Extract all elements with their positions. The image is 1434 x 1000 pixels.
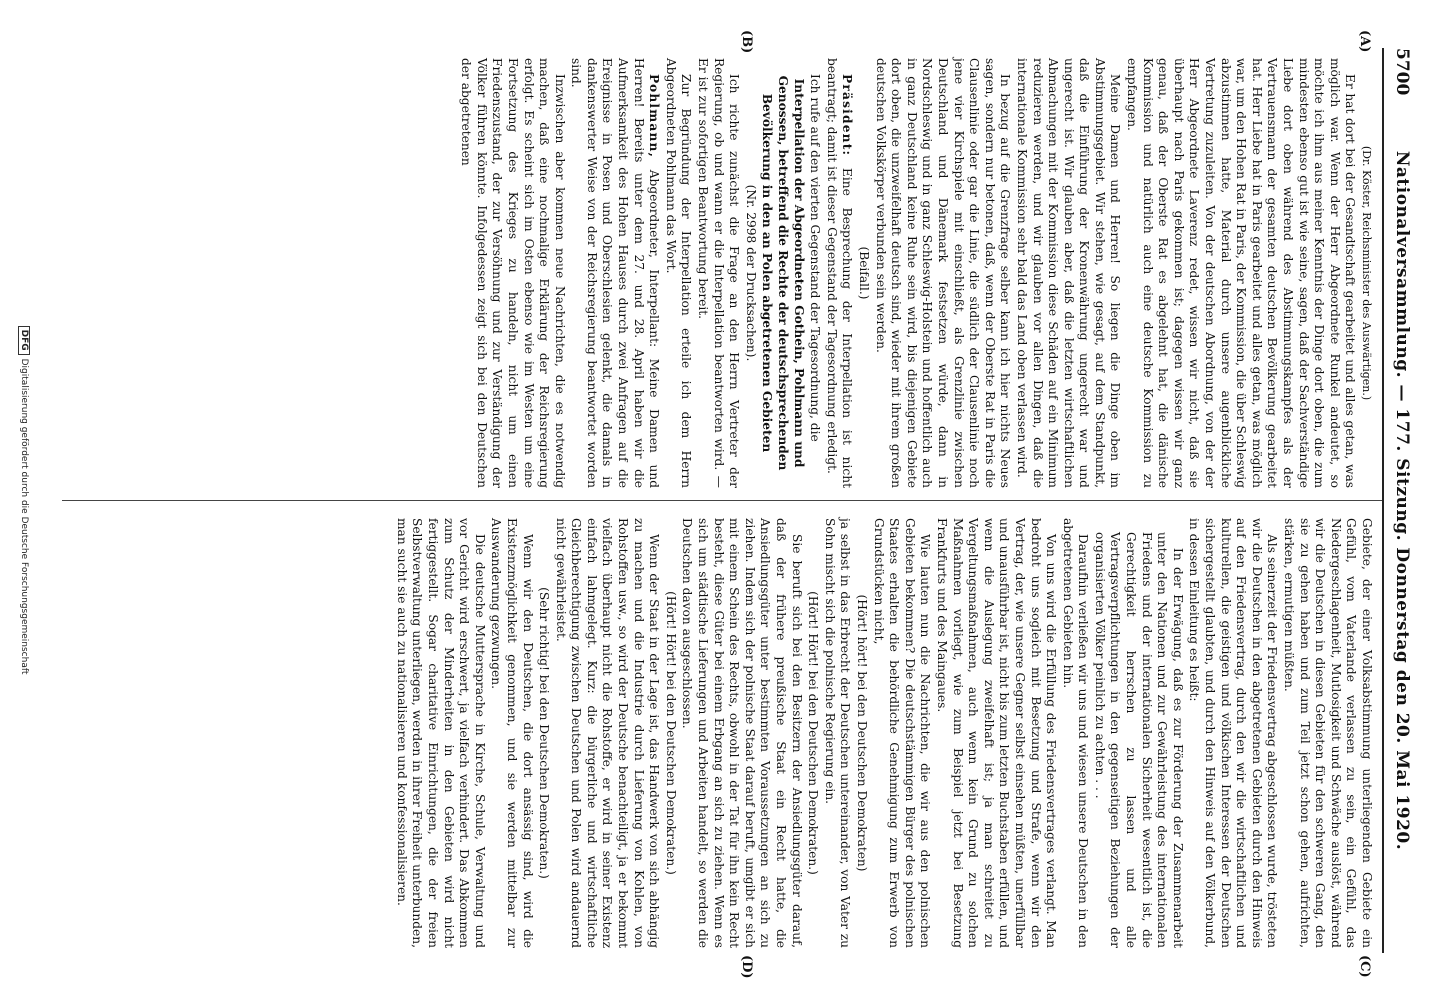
president-paragraph [823, 58, 854, 488]
margin-letter-d: (D) [739, 955, 754, 979]
interjection: (Hört! hört! bei den Deutschen Demokraten) [855, 594, 869, 872]
paragraph: Als seinerzeit der Friedensvertrag abgeschlossen wurde, trösteten wir die Deutschen in den abgetretenen Gebieten durch den Hinweis auf den Friedensvertrag, durch den wir die wirtschaftlichen und kulturellen, die geistigen und völkischen Interessen der Deutschen sichergestellt glaubten, und durch den Hinweis auf den Völkerbund, in dessen Einleitung es heißt: [1187, 518, 1280, 948]
president-name: Präsident: [840, 74, 855, 157]
speaker-name: Pohlmann, [647, 74, 662, 159]
page-header [1386, 48, 1416, 953]
paragraph: Meine Damen und Herren! So liegen die Dinge oben im Abstimmungsgebiet. Wir stehen, wie gesagt, auf dem Standpunkt, daß die Einführung der Kronenwährung ungerecht war und ungerecht ist. Wir glauben aber, daß die letzten wirtschaftlichen Abmachungen mit der Kommission diese Schäden auf ein Minimum reduzieren werden, und wir glauben vor allen Dingen, daß die internationale Kommission sehr bald das Land oben verlassen wird. [1014, 58, 1123, 488]
paragraph: Daraufhin verließen wir uns und wiesen unsere Deutschen in den abgetretenen Gebieten hin. [1060, 518, 1091, 948]
paragraph: Inzwischen aber kommen neue Nachrichten, die es notwendig machen, daß eine nochmalige Erklärung der Reichsregierung erfolgt. Es scheint sich im Osten ebenso wie im Westen um eine Fortsetzung des Krieges zu handeln, nicht um einen Friedenszustand, der zur Versöhnung und zur Verständigung der Völker führen könnte. Infolgedessen zeigt sich bei den Deutschen der abgetretenen [459, 58, 567, 488]
paragraph: In bezug auf die Grenzfrage selber kann ich hier nichts Neues sagen, sondern nur betonen, daß, wenn der Oberste Rat in Paris die Clausenlinie oder gar die Linie, die südlich der Clausenlinie noch jene vier Kirchspiele mit einschließt, als Grenzlinie zwischen Deutschland und Dänemark festsetzen würde, dann in Nordschleswig und in ganz Schleswig-Holstein und hoffentlich auch in ganz Deutschland keine Ruhe sein wird, bis diejenigen Gebiete dort oben, die unzweifelhaft deutsch sind, wieder mit ihrem großen deutschen Volkskörper verbunden sein werden. [873, 58, 1013, 488]
interjection: (Hört! Hört! bei den Deutschen Demokraten.) [806, 591, 821, 875]
quote-paragraph: In der Erwägung, daß es zur Förderung der Zusammenarbeit unter den Nationen und zur Gewährleistung des internationalen Friedens und der internationalen Sicherheit wesentlich ist, die Gerechtigkeit herrschen zu lassen und alle Vertragsverpflichtungen in den gegenseitigen Beziehungen der organisierten Völker peinlich zu achten . . . [1092, 532, 1185, 948]
interjection: (Sehr richtig! bei den Deutschen Demokraten.) [537, 587, 552, 879]
paragraph: ja selbst in das Erbrecht der Deutschen untereinander, von Vater zu Sohn mischt sich die polnische Regierung ein. [822, 518, 853, 948]
applause-note: (Beifall.) [857, 246, 871, 300]
speaker-line: (Dr. Köster, Reichsminister des Auswärtigen.) [1360, 145, 1373, 401]
paragraph: Zur Begründung der Interpellation erteile ich dem Herrn Abgeordneten Pohlmann das Wort. [663, 58, 694, 488]
paragraph: Wie lauten nun die Nachrichten, die wir aus den polnischen Gebieten bekommen? Die deutschstämmigen Bürger des polnischen Staates erhalten die behördliche Genehmigung zum Erwerb von Grundstücken nicht, [871, 518, 933, 948]
margin-letter-c: (C) [1357, 955, 1372, 978]
footer-text: Digitalisierung gefördert durch die Deutsche Forschungsgemeinschaft [19, 358, 29, 675]
interjection: (Hört! Hört! bei den Deutschen Demokraten.) [663, 591, 678, 875]
margin-letter-a: (A) [1357, 30, 1372, 53]
paragraph: Gebiete, der einer Volksabstimmung unterliegenden Gebiete ein Gefühl, vom Vaterlande verlassen zu sein, ein Gefühl, das Niedergeschlagenheit, Mutlosigkeit und Schwäche auslöst, während wir die Deutschen in diesen Gebieten für den schweren Gang, den sie zu gehen haben und zum Teil jetzt schon gehen, aufrichten, stärken, ermutigen müßten. [1282, 518, 1374, 948]
paragraph: Ich richte zunächst die Frage an den Herrn Vertreter der Regierung, ob und wann er die Interpellation beantworten wird. — Er ist zur sofortigen Beantwortung bereit. [696, 58, 742, 488]
paragraph: Er hat dort bei der Gesandtschaft gearbeitet und alles getan, was möglich war. Wenn der Herr Abgeordnete Runkel andeutet, so möchte ich ihm aus meiner Kenntnis der Dinge dort oben, die zum mindesten ebenso gut ist wie seine, sagen, daß der Sachverständige Liebe dort oben während des Abstimmungskampfes als der Vertrauensmann der gesamten deutschen Bevölkerung gearbeitet hat. Herr Liebe hat in Paris gearbeitet und alles getan, was möglich war, um den Hohen Rat in Paris, der Kommission, die über Schleswig abzustimmen hatte, Material durch unsere augenblickliche Vertretung zuzuleiten. Von der deutschen Abordnung, von der der Herr Abgeordnete Laverenz redet, wissen wir nicht, daß sie überhaupt nach Paris gekommen ist; dagegen wissen wir ganz genau, daß der Oberste Rat es abgelehnt hat, die dänische Kommission und natürlich auch eine deutsche Kommission zu empfangen. [1125, 58, 1358, 488]
footer-credit [18, 0, 30, 1000]
interpellation-ref: (Nr. 2998 der Drucksachen). [743, 184, 758, 362]
paragraph: Wenn wir den Deutschen, die dort ansässig sind, wird die Existenzmöglichkeit genommen, und sie werden mittelbar zur Auswanderung gezwungen. [489, 518, 535, 948]
paragraph: Ich rufe auf den vierten Gegenstand der Tagesordnung, die [808, 74, 823, 442]
right-column [392, 518, 1374, 948]
interpellation-title: Interpellation der Abgeordneten Gothein, Pohlmann und Genossen, betreffend die Rechte der deutschsprechenden Bevölkerung in den an Polen abgetretenen Gebieten [760, 75, 806, 471]
left-column [457, 58, 1374, 488]
column-divider [62, 500, 1382, 501]
paragraph: Von uns wird die Erfüllung des Friedensvertrages verlangt. Man bedroht uns sogleich mit Besetzung und Strafe, wenn wir den Vertrag, der, wie unsere Gegner selbst einsehen müßten, unerfüllbar und unausführbar ist, nicht bis zum letzten Buchstaben erfüllen, und wenn die Auslegung zweifelhaft ist; ja man schreitet zu Vergeltungsmaßnahmen, auch wenn kein Grund zu solchen Maßnahmen vorliegt, wie zum Beispiel jetzt bei Besetzung Frankfurts und des Maingaues. [934, 518, 1059, 948]
header-rule [1382, 48, 1384, 953]
page-title: Nationalversammlung. — 177. Sitzung. Donnerstag den 20. Mai 1920. [1392, 150, 1412, 851]
margin-letter-b: (B) [739, 30, 754, 54]
speaker-text: Abgeordneter, Interpellant: Meine Damen und Herren! Bereits unter dem 27. und 28. April haben wir die Aufmerksamkeit des Hohen Hauses durch zwei Anfragen auf die Ereignisse in Posen und Oberschlesien gelenkt, die damals in dankenswerter Weise von der Reichsregierung beantwortet worden sind. [569, 58, 662, 489]
paragraph: Wenn der Staat in der Lage ist, das Handwerk von sich abhängig zu machen und die Industrie durch Lieferung von Kohlen, von Rohstoffen usw., so wird der Deutsche benachteiligt, ja er bekommt vielfach überhaupt nicht die Rohstoffe, er wird in seiner Existenz einfach lahmgelegt. Kurz: die bürgerliche und wirtschaftliche Gleichberechtigung zwischen Deutschen und Polen wird andauernd nicht gewährleistet. [553, 518, 662, 948]
dfg-logo: DFG [18, 326, 30, 355]
pohlmann-paragraph [568, 58, 662, 488]
page-number: 5700 [1392, 48, 1412, 96]
paragraph: Sie beruft sich bei den Besitzern der Ansiedlungsgüter darauf, daß der frühere preußische Staat ein Recht hatte, die Ansiedlungsgüter unter bestimmten Voraussetzungen an sich zu ziehen. Indem sich der polnische Staat darauf beruft, umgibt er sich mit einem Schein des Rechts, obwohl in der Tat für ihn kein Recht besteht, diese Güter bei einem Erbgang an sich zu ziehen. Wenn es sich um städtische Lieferungen und Arbeiten handelt, so werden die Deutschen davon ausgeschlossen. [680, 518, 804, 948]
paragraph: Die deutsche Muttersprache in Kirche, Schule, Verwaltung und vor Gericht wird erschwert, ja vielfach verhindert. Das Abkommen zum Schutz der Minderheiten in den Gebieten wird nicht fertiggestellt. Sogar charitative Einrichtungen, die der freien Selbstverwaltung unterliegen, werden in ihrer Freiheit unterbunden, man sucht sie auch zu nationalisieren und konfessionalisieren. [394, 518, 487, 948]
president-text: Eine Besprechung der Interpellation ist nicht beantragt; damit ist dieser Gegenstand der Tagesordnung erledigt. [824, 58, 855, 488]
